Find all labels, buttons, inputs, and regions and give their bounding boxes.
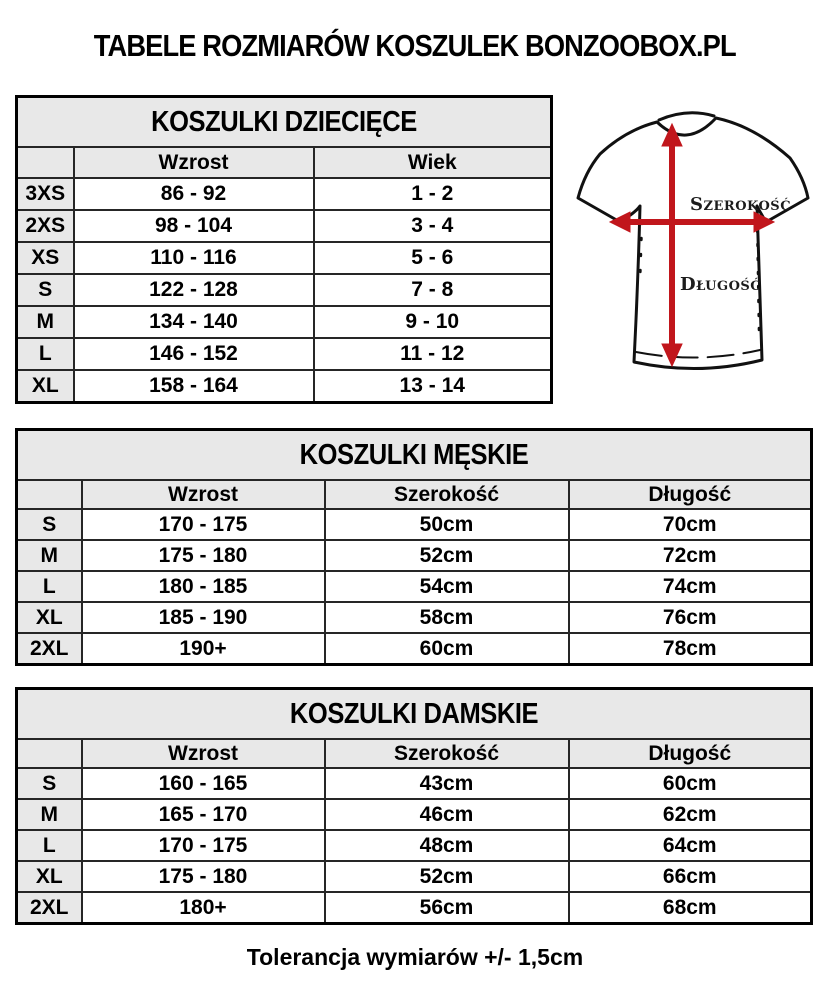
column-header: Długość [569, 739, 812, 768]
value-cell: 64cm [569, 830, 812, 861]
table-row [17, 306, 552, 338]
size-label: S [17, 509, 82, 540]
value-cell: 48cm [325, 830, 569, 861]
value-cell: 52cm [325, 540, 569, 571]
size-label: L [17, 571, 82, 602]
value-cell: 60cm [325, 633, 569, 665]
value-cell: 74cm [569, 571, 812, 602]
value-cell: 175 - 180 [82, 540, 325, 571]
table-row [17, 571, 812, 602]
length-arrow-label: Długość [680, 274, 762, 295]
value-cell: 50cm [325, 509, 569, 540]
size-label: 2XL [17, 892, 82, 924]
column-header [17, 480, 82, 509]
value-cell: 165 - 170 [82, 799, 325, 830]
tshirt-outline [578, 113, 808, 369]
table-row [17, 274, 552, 306]
column-header: Wzrost [82, 480, 325, 509]
kids-size-table [15, 95, 553, 404]
value-cell: 72cm [569, 540, 812, 571]
size-label: S [17, 274, 74, 306]
size-label: 2XS [17, 210, 74, 242]
size-label: M [17, 799, 82, 830]
size-label: XL [17, 861, 82, 892]
column-header: Wiek [314, 147, 552, 178]
table-row [17, 210, 552, 242]
value-cell: 158 - 164 [74, 370, 314, 403]
column-header: Wzrost [74, 147, 314, 178]
size-label: L [17, 338, 74, 370]
page-title-text: TABELE ROZMIARÓW KOSZULEK BONZOOBOX.PL [94, 28, 736, 63]
value-cell: 78cm [569, 633, 812, 665]
table-row [17, 370, 552, 403]
value-cell: 86 - 92 [74, 178, 314, 210]
table-title: KOSZULKI DZIECIĘCE [17, 97, 552, 148]
table-row [17, 768, 812, 799]
table-row [17, 540, 812, 571]
table-title: KOSZULKI DAMSKIE [17, 689, 812, 740]
value-cell: 170 - 175 [82, 509, 325, 540]
table-row [17, 338, 552, 370]
value-cell: 46cm [325, 799, 569, 830]
value-cell: 9 - 10 [314, 306, 552, 338]
value-cell: 170 - 175 [82, 830, 325, 861]
column-header: Długość [569, 480, 812, 509]
size-label: 2XL [17, 633, 82, 665]
value-cell: 76cm [569, 602, 812, 633]
tshirt-illustration [558, 98, 828, 402]
value-cell: 180 - 185 [82, 571, 325, 602]
value-cell: 58cm [325, 602, 569, 633]
table-row [17, 830, 812, 861]
value-cell: 5 - 6 [314, 242, 552, 274]
value-cell: 134 - 140 [74, 306, 314, 338]
size-label: XL [17, 370, 74, 403]
value-cell: 7 - 8 [314, 274, 552, 306]
table-row [17, 242, 552, 274]
table-row [17, 509, 812, 540]
size-label: L [17, 830, 82, 861]
width-arrow-label: Szerokość [690, 194, 792, 215]
column-header [17, 147, 74, 178]
value-cell: 66cm [569, 861, 812, 892]
size-label: S [17, 768, 82, 799]
column-header: Szerokość [325, 480, 569, 509]
size-label: XS [17, 242, 74, 274]
table-row [17, 602, 812, 633]
column-header: Wzrost [82, 739, 325, 768]
page-title [0, 28, 830, 64]
value-cell: 11 - 12 [314, 338, 552, 370]
value-cell: 146 - 152 [74, 338, 314, 370]
value-cell: 43cm [325, 768, 569, 799]
tolerance-note: Tolerancja wymiarów +/- 1,5cm [246, 944, 584, 970]
column-header: Szerokość [325, 739, 569, 768]
value-cell: 98 - 104 [74, 210, 314, 242]
value-cell: 185 - 190 [82, 602, 325, 633]
value-cell: 122 - 128 [74, 274, 314, 306]
size-label: XL [17, 602, 82, 633]
value-cell: 60cm [569, 768, 812, 799]
table-row [17, 892, 812, 924]
womens-size-table [15, 687, 813, 925]
mens-size-table [15, 428, 813, 666]
size-label: 3XS [17, 178, 74, 210]
column-header [17, 739, 82, 768]
table-title: KOSZULKI MĘSKIE [17, 430, 812, 481]
value-cell: 54cm [325, 571, 569, 602]
value-cell: 190+ [82, 633, 325, 665]
table-row [17, 178, 552, 210]
value-cell: 52cm [325, 861, 569, 892]
value-cell: 160 - 165 [82, 768, 325, 799]
size-label: M [17, 540, 82, 571]
value-cell: 180+ [82, 892, 325, 924]
value-cell: 1 - 2 [314, 178, 552, 210]
value-cell: 62cm [569, 799, 812, 830]
value-cell: 68cm [569, 892, 812, 924]
value-cell: 56cm [325, 892, 569, 924]
size-label: M [17, 306, 74, 338]
value-cell: 70cm [569, 509, 812, 540]
table-row [17, 633, 812, 665]
value-cell: 13 - 14 [314, 370, 552, 403]
tshirt-measurement-diagram [558, 98, 828, 402]
table-row [17, 799, 812, 830]
table-row [17, 861, 812, 892]
value-cell: 3 - 4 [314, 210, 552, 242]
value-cell: 175 - 180 [82, 861, 325, 892]
value-cell: 110 - 116 [74, 242, 314, 274]
